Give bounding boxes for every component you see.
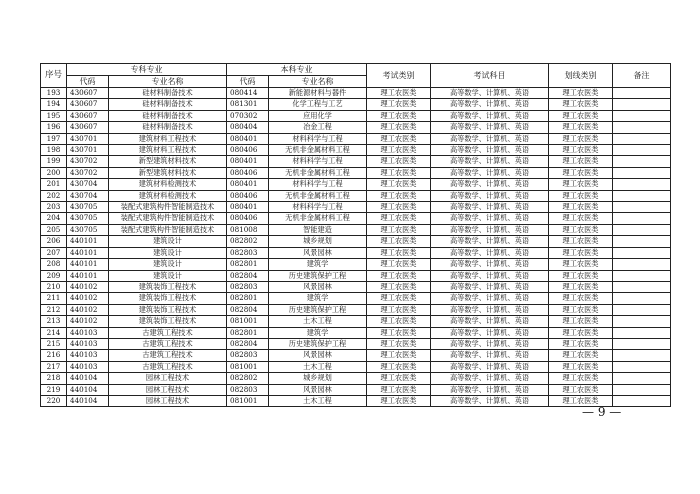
line-type-cell: 理工农医类: [549, 281, 613, 292]
seq-cell: 195: [41, 110, 67, 121]
table-row: [41, 270, 671, 281]
seq-cell: 214: [41, 327, 67, 338]
benke-code-cell: 080401: [227, 133, 269, 144]
remarks-cell: [613, 316, 671, 327]
zhuanke-code-cell: 440103: [67, 350, 109, 361]
exam-type-cell: 理工农医类: [367, 122, 431, 133]
seq-cell: 220: [41, 395, 67, 406]
exam-subjects-cell: 高等数学、计算机、英语: [431, 373, 549, 384]
seq-cell: 204: [41, 213, 67, 224]
remarks-cell: [613, 350, 671, 361]
seq-cell: 209: [41, 270, 67, 281]
exam-type-cell: 理工农医类: [367, 156, 431, 167]
zhuanke-code-cell: 440102: [67, 304, 109, 315]
zhuanke-code-cell: 440101: [67, 236, 109, 247]
header-remarks: 备注: [613, 64, 671, 88]
seq-cell: 199: [41, 156, 67, 167]
exam-subjects-cell: 高等数学、计算机、英语: [431, 145, 549, 156]
exam-type-cell: 理工农医类: [367, 213, 431, 224]
line-type-cell: 理工农医类: [549, 247, 613, 258]
admission-table: [40, 63, 671, 407]
exam-subjects-cell: 高等数学、计算机、英语: [431, 190, 549, 201]
zhuanke-code-cell: 430702: [67, 167, 109, 178]
benke-name-cell: 建筑学: [269, 327, 367, 338]
remarks-cell: [613, 179, 671, 190]
table-row: [41, 99, 671, 110]
zhuanke-code-cell: 440101: [67, 259, 109, 270]
exam-type-cell: 理工农医类: [367, 338, 431, 349]
remarks-cell: [613, 122, 671, 133]
zhuanke-code-cell: 430705: [67, 202, 109, 213]
table-row: [41, 110, 671, 121]
zhuanke-name-cell: 建筑设计: [109, 270, 227, 281]
zhuanke-code-cell: 440102: [67, 281, 109, 292]
exam-type-cell: 理工农医类: [367, 327, 431, 338]
benke-name-cell: 智能建造: [269, 224, 367, 235]
zhuanke-name-cell: 园林工程技术: [109, 373, 227, 384]
seq-cell: 206: [41, 236, 67, 247]
header-exam-type: 考试类别: [367, 64, 431, 88]
exam-subjects-cell: 高等数学、计算机、英语: [431, 338, 549, 349]
benke-code-cell: 082802: [227, 373, 269, 384]
line-type-cell: 理工农医类: [549, 156, 613, 167]
benke-name-cell: 风景园林: [269, 281, 367, 292]
seq-cell: 205: [41, 224, 67, 235]
benke-name-cell: 土木工程: [269, 316, 367, 327]
zhuanke-code-cell: 440101: [67, 270, 109, 281]
zhuanke-code-cell: 440103: [67, 361, 109, 372]
exam-subjects-cell: 高等数学、计算机、英语: [431, 99, 549, 110]
zhuanke-name-cell: 园林工程技术: [109, 384, 227, 395]
seq-cell: 207: [41, 247, 67, 258]
exam-subjects-cell: 高等数学、计算机、英语: [431, 270, 549, 281]
header-benke-code: 代码: [227, 76, 269, 88]
remarks-cell: [613, 259, 671, 270]
benke-name-cell: 城乡规划: [269, 373, 367, 384]
line-type-cell: 理工农医类: [549, 133, 613, 144]
benke-code-cell: 082803: [227, 247, 269, 258]
seq-cell: 211: [41, 293, 67, 304]
benke-code-cell: 080406: [227, 190, 269, 201]
table-row: [41, 384, 671, 395]
line-type-cell: 理工农医类: [549, 316, 613, 327]
seq-cell: 203: [41, 202, 67, 213]
table-body: [41, 88, 671, 407]
benke-name-cell: 土木工程: [269, 361, 367, 372]
seq-cell: 215: [41, 338, 67, 349]
zhuanke-name-cell: 建筑材料工程技术: [109, 145, 227, 156]
line-type-cell: 理工农医类: [549, 167, 613, 178]
benke-name-cell: 建筑学: [269, 259, 367, 270]
table-row: [41, 316, 671, 327]
remarks-cell: [613, 202, 671, 213]
remarks-cell: [613, 361, 671, 372]
exam-subjects-cell: 高等数学、计算机、英语: [431, 293, 549, 304]
remarks-cell: [613, 281, 671, 292]
line-type-cell: 理工农医类: [549, 179, 613, 190]
seq-cell: 198: [41, 145, 67, 156]
exam-type-cell: 理工农医类: [367, 236, 431, 247]
remarks-cell: [613, 88, 671, 99]
remarks-cell: [613, 270, 671, 281]
zhuanke-name-cell: 建筑设计: [109, 236, 227, 247]
zhuanke-name-cell: 建筑装饰工程技术: [109, 316, 227, 327]
header-benke: 本科专业: [227, 64, 367, 76]
line-type-cell: 理工农医类: [549, 304, 613, 315]
zhuanke-code-cell: 440103: [67, 327, 109, 338]
seq-cell: 216: [41, 350, 67, 361]
exam-type-cell: 理工农医类: [367, 190, 431, 201]
zhuanke-code-cell: 440104: [67, 373, 109, 384]
line-type-cell: 理工农医类: [549, 327, 613, 338]
seq-cell: 193: [41, 88, 67, 99]
seq-cell: 197: [41, 133, 67, 144]
benke-code-cell: 082804: [227, 270, 269, 281]
exam-subjects-cell: 高等数学、计算机、英语: [431, 213, 549, 224]
header-exam-subjects: 考试科目: [431, 64, 549, 88]
table-row: [41, 190, 671, 201]
zhuanke-name-cell: 古建筑工程技术: [109, 361, 227, 372]
benke-name-cell: 冶金工程: [269, 122, 367, 133]
benke-code-cell: 081001: [227, 316, 269, 327]
page-number: — 9 —: [582, 405, 622, 419]
benke-name-cell: 应用化学: [269, 110, 367, 121]
table-row: [41, 122, 671, 133]
header-line-type: 划线类别: [549, 64, 613, 88]
table-header: [41, 64, 671, 88]
table-row: [41, 350, 671, 361]
seq-cell: 194: [41, 99, 67, 110]
header-zhuanke-code: 代码: [67, 76, 109, 88]
seq-cell: 217: [41, 361, 67, 372]
exam-subjects-cell: 高等数学、计算机、英语: [431, 156, 549, 167]
exam-type-cell: 理工农医类: [367, 133, 431, 144]
benke-name-cell: 土木工程: [269, 395, 367, 406]
exam-subjects-cell: 高等数学、计算机、英语: [431, 327, 549, 338]
benke-code-cell: 080404: [227, 122, 269, 133]
benke-name-cell: 材料科学与工程: [269, 133, 367, 144]
line-type-cell: 理工农医类: [549, 350, 613, 361]
zhuanke-name-cell: 硅材料制备技术: [109, 99, 227, 110]
remarks-cell: [613, 338, 671, 349]
exam-subjects-cell: 高等数学、计算机、英语: [431, 133, 549, 144]
zhuanke-name-cell: 古建筑工程技术: [109, 338, 227, 349]
zhuanke-code-cell: 430607: [67, 122, 109, 133]
remarks-cell: [613, 110, 671, 121]
seq-cell: 210: [41, 281, 67, 292]
exam-subjects-cell: 高等数学、计算机、英语: [431, 167, 549, 178]
benke-code-cell: 082804: [227, 338, 269, 349]
line-type-cell: 理工农医类: [549, 361, 613, 372]
zhuanke-name-cell: 古建筑工程技术: [109, 327, 227, 338]
benke-name-cell: 无机非金属材料工程: [269, 167, 367, 178]
benke-code-cell: 080414: [227, 88, 269, 99]
benke-name-cell: 城乡规划: [269, 236, 367, 247]
benke-code-cell: 081001: [227, 395, 269, 406]
table-row: [41, 395, 671, 406]
exam-type-cell: 理工农医类: [367, 99, 431, 110]
zhuanke-name-cell: 建筑装饰工程技术: [109, 281, 227, 292]
exam-subjects-cell: 高等数学、计算机、英语: [431, 179, 549, 190]
exam-type-cell: 理工农医类: [367, 167, 431, 178]
remarks-cell: [613, 384, 671, 395]
exam-subjects-cell: 高等数学、计算机、英语: [431, 224, 549, 235]
remarks-cell: [613, 373, 671, 384]
benke-code-cell: 082804: [227, 304, 269, 315]
line-type-cell: 理工农医类: [549, 99, 613, 110]
exam-type-cell: 理工农医类: [367, 179, 431, 190]
zhuanke-name-cell: 装配式建筑构件智能制造技术: [109, 202, 227, 213]
exam-type-cell: 理工农医类: [367, 384, 431, 395]
exam-subjects-cell: 高等数学、计算机、英语: [431, 316, 549, 327]
exam-type-cell: 理工农医类: [367, 259, 431, 270]
benke-code-cell: 081001: [227, 361, 269, 372]
exam-type-cell: 理工农医类: [367, 350, 431, 361]
zhuanke-name-cell: 新型建筑材料技术: [109, 156, 227, 167]
zhuanke-name-cell: 硅材料制备技术: [109, 122, 227, 133]
remarks-cell: [613, 156, 671, 167]
zhuanke-code-cell: 430701: [67, 133, 109, 144]
line-type-cell: 理工农医类: [549, 395, 613, 406]
benke-name-cell: 风景园林: [269, 384, 367, 395]
benke-code-cell: 080406: [227, 213, 269, 224]
exam-type-cell: 理工农医类: [367, 145, 431, 156]
zhuanke-code-cell: 440104: [67, 395, 109, 406]
benke-name-cell: 无机非金属材料工程: [269, 213, 367, 224]
exam-type-cell: 理工农医类: [367, 373, 431, 384]
header-seq: 序号: [41, 64, 67, 88]
table-row: [41, 213, 671, 224]
zhuanke-name-cell: 建筑装饰工程技术: [109, 293, 227, 304]
table-row: [41, 133, 671, 144]
benke-code-cell: 080401: [227, 179, 269, 190]
table-row: [41, 259, 671, 270]
line-type-cell: 理工农医类: [549, 213, 613, 224]
seq-cell: 212: [41, 304, 67, 315]
benke-name-cell: 历史建筑保护工程: [269, 338, 367, 349]
exam-type-cell: 理工农医类: [367, 110, 431, 121]
zhuanke-code-cell: 430607: [67, 99, 109, 110]
zhuanke-name-cell: 装配式建筑构件智能制造技术: [109, 213, 227, 224]
remarks-cell: [613, 224, 671, 235]
table-row: [41, 281, 671, 292]
benke-code-cell: 082801: [227, 259, 269, 270]
exam-subjects-cell: 高等数学、计算机、英语: [431, 110, 549, 121]
benke-code-cell: 082801: [227, 293, 269, 304]
exam-subjects-cell: 高等数学、计算机、英语: [431, 361, 549, 372]
benke-name-cell: 无机非金属材料工程: [269, 145, 367, 156]
line-type-cell: 理工农医类: [549, 373, 613, 384]
zhuanke-code-cell: 440103: [67, 338, 109, 349]
exam-subjects-cell: 高等数学、计算机、英语: [431, 304, 549, 315]
line-type-cell: 理工农医类: [549, 110, 613, 121]
table-row: [41, 236, 671, 247]
line-type-cell: 理工农医类: [549, 293, 613, 304]
exam-subjects-cell: 高等数学、计算机、英语: [431, 350, 549, 361]
remarks-cell: [613, 327, 671, 338]
zhuanke-code-cell: 430704: [67, 179, 109, 190]
zhuanke-name-cell: 硅材料制备技术: [109, 110, 227, 121]
exam-subjects-cell: 高等数学、计算机、英语: [431, 395, 549, 406]
benke-code-cell: 080401: [227, 202, 269, 213]
benke-code-cell: 080406: [227, 145, 269, 156]
exam-type-cell: 理工农医类: [367, 281, 431, 292]
exam-type-cell: 理工农医类: [367, 247, 431, 258]
zhuanke-name-cell: 建筑装饰工程技术: [109, 304, 227, 315]
remarks-cell: [613, 145, 671, 156]
header-zhuanke-name: 专业名称: [109, 76, 227, 88]
remarks-cell: [613, 247, 671, 258]
benke-name-cell: 材料科学与工程: [269, 156, 367, 167]
zhuanke-name-cell: 新型建筑材料技术: [109, 167, 227, 178]
seq-cell: 202: [41, 190, 67, 201]
benke-name-cell: 风景园林: [269, 247, 367, 258]
table-row: [41, 247, 671, 258]
benke-code-cell: 081301: [227, 99, 269, 110]
zhuanke-name-cell: 古建筑工程技术: [109, 350, 227, 361]
zhuanke-code-cell: 440104: [67, 384, 109, 395]
zhuanke-code-cell: 430704: [67, 190, 109, 201]
line-type-cell: 理工农医类: [549, 88, 613, 99]
exam-type-cell: 理工农医类: [367, 304, 431, 315]
table-row: [41, 156, 671, 167]
zhuanke-code-cell: 440101: [67, 247, 109, 258]
seq-cell: 219: [41, 384, 67, 395]
zhuanke-code-cell: 430702: [67, 156, 109, 167]
table-row: [41, 373, 671, 384]
zhuanke-name-cell: 建筑设计: [109, 247, 227, 258]
zhuanke-code-cell: 430701: [67, 145, 109, 156]
zhuanke-code-cell: 430705: [67, 213, 109, 224]
table-row: [41, 361, 671, 372]
line-type-cell: 理工农医类: [549, 259, 613, 270]
remarks-cell: [613, 213, 671, 224]
exam-type-cell: 理工农医类: [367, 88, 431, 99]
benke-name-cell: 材料科学与工程: [269, 179, 367, 190]
table-row: [41, 293, 671, 304]
exam-type-cell: 理工农医类: [367, 395, 431, 406]
benke-code-cell: 082803: [227, 350, 269, 361]
benke-code-cell: 081008: [227, 224, 269, 235]
exam-subjects-cell: 高等数学、计算机、英语: [431, 236, 549, 247]
benke-name-cell: 材料科学与工程: [269, 202, 367, 213]
benke-code-cell: 082803: [227, 384, 269, 395]
zhuanke-name-cell: 建筑材料检测技术: [109, 190, 227, 201]
zhuanke-name-cell: 园林工程技术: [109, 395, 227, 406]
zhuanke-code-cell: 430607: [67, 110, 109, 121]
seq-cell: 200: [41, 167, 67, 178]
seq-cell: 196: [41, 122, 67, 133]
line-type-cell: 理工农医类: [549, 202, 613, 213]
benke-name-cell: 化学工程与工艺: [269, 99, 367, 110]
line-type-cell: 理工农医类: [549, 190, 613, 201]
remarks-cell: [613, 190, 671, 201]
remarks-cell: [613, 167, 671, 178]
seq-cell: 208: [41, 259, 67, 270]
remarks-cell: [613, 293, 671, 304]
line-type-cell: 理工农医类: [549, 145, 613, 156]
table-row: [41, 304, 671, 315]
table-row: [41, 327, 671, 338]
line-type-cell: 理工农医类: [549, 236, 613, 247]
benke-code-cell: 082803: [227, 281, 269, 292]
benke-code-cell: 082801: [227, 327, 269, 338]
table-row: [41, 167, 671, 178]
exam-subjects-cell: 高等数学、计算机、英语: [431, 384, 549, 395]
header-benke-name: 专业名称: [269, 76, 367, 88]
exam-type-cell: 理工农医类: [367, 361, 431, 372]
remarks-cell: [613, 133, 671, 144]
zhuanke-name-cell: 硅材料制备技术: [109, 88, 227, 99]
exam-type-cell: 理工农医类: [367, 293, 431, 304]
line-type-cell: 理工农医类: [549, 122, 613, 133]
exam-type-cell: 理工农医类: [367, 316, 431, 327]
table-row: [41, 202, 671, 213]
exam-subjects-cell: 高等数学、计算机、英语: [431, 281, 549, 292]
remarks-cell: [613, 304, 671, 315]
zhuanke-name-cell: 装配式建筑构件智能制造技术: [109, 224, 227, 235]
exam-subjects-cell: 高等数学、计算机、英语: [431, 259, 549, 270]
zhuanke-code-cell: 430607: [67, 88, 109, 99]
zhuanke-code-cell: 440102: [67, 293, 109, 304]
header-zhuanke: 专科专业: [67, 64, 227, 76]
exam-subjects-cell: 高等数学、计算机、英语: [431, 202, 549, 213]
table-row: [41, 145, 671, 156]
seq-cell: 213: [41, 316, 67, 327]
seq-cell: 218: [41, 373, 67, 384]
line-type-cell: 理工农医类: [549, 338, 613, 349]
benke-code-cell: 070302: [227, 110, 269, 121]
exam-subjects-cell: 高等数学、计算机、英语: [431, 247, 549, 258]
zhuanke-code-cell: 440102: [67, 316, 109, 327]
seq-cell: 201: [41, 179, 67, 190]
benke-name-cell: 无机非金属材料工程: [269, 190, 367, 201]
zhuanke-code-cell: 430705: [67, 224, 109, 235]
table-row: [41, 224, 671, 235]
benke-name-cell: 新能源材料与器件: [269, 88, 367, 99]
zhuanke-name-cell: 建筑材料检测技术: [109, 179, 227, 190]
zhuanke-name-cell: 建筑材料工程技术: [109, 133, 227, 144]
benke-name-cell: 历史建筑保护工程: [269, 270, 367, 281]
line-type-cell: 理工农医类: [549, 270, 613, 281]
remarks-cell: [613, 99, 671, 110]
exam-type-cell: 理工农医类: [367, 270, 431, 281]
table-row: [41, 179, 671, 190]
exam-type-cell: 理工农医类: [367, 202, 431, 213]
line-type-cell: 理工农医类: [549, 384, 613, 395]
exam-type-cell: 理工农医类: [367, 224, 431, 235]
zhuanke-name-cell: 建筑设计: [109, 259, 227, 270]
exam-subjects-cell: 高等数学、计算机、英语: [431, 122, 549, 133]
benke-code-cell: 080401: [227, 156, 269, 167]
remarks-cell: [613, 236, 671, 247]
benke-code-cell: 082802: [227, 236, 269, 247]
benke-name-cell: 建筑学: [269, 293, 367, 304]
benke-name-cell: 风景园林: [269, 350, 367, 361]
benke-name-cell: 历史建筑保护工程: [269, 304, 367, 315]
benke-code-cell: 080406: [227, 167, 269, 178]
line-type-cell: 理工农医类: [549, 224, 613, 235]
table-row: [41, 88, 671, 99]
exam-subjects-cell: 高等数学、计算机、英语: [431, 88, 549, 99]
table-row: [41, 338, 671, 349]
